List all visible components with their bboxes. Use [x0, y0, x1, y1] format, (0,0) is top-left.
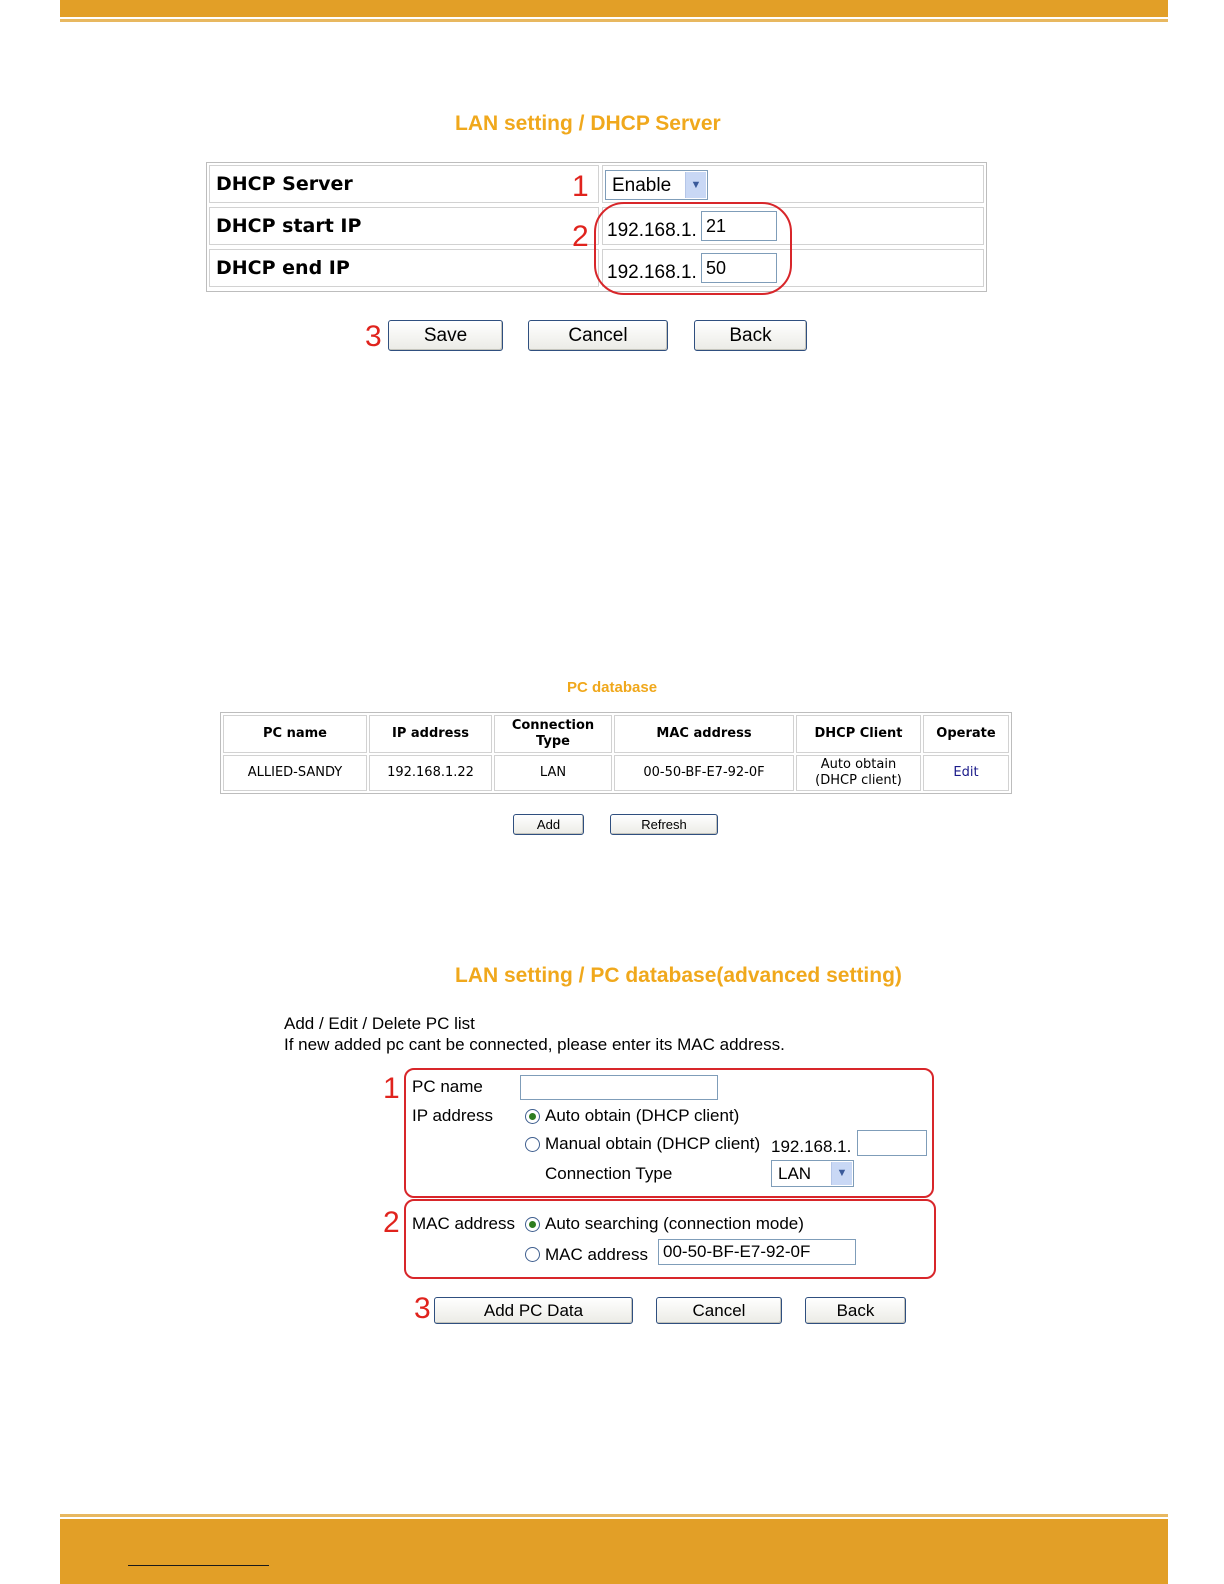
cell-operate	[923, 755, 1009, 791]
save-button[interactable]: Save	[388, 320, 503, 351]
intro-line-1: Add / Edit / Delete PC list	[284, 1014, 475, 1033]
intro-line-2: If new added pc cant be connected, please enter its MAC address.	[284, 1035, 785, 1054]
refresh-button[interactable]: Refresh	[610, 814, 718, 835]
chevron-down-icon[interactable]: ▼	[685, 172, 706, 198]
connection-type-select[interactable]	[771, 1160, 854, 1187]
chevron-down-icon[interactable]: ▼	[831, 1162, 852, 1185]
mac-address-radio[interactable]	[525, 1247, 540, 1262]
pc-database-title: PC database	[567, 679, 658, 696]
footer-band	[60, 1519, 1168, 1584]
auto-obtain-label: Auto obtain (DHCP client)	[545, 1106, 740, 1125]
auto-searching-label: Auto searching (connection mode)	[545, 1214, 804, 1233]
auto-obtain-radio[interactable]	[525, 1109, 540, 1124]
dhcp-client-line-2: (DHCP client)	[815, 773, 902, 788]
add-pc-data-button[interactable]: Add PC Data	[434, 1297, 633, 1324]
connection-type-value: LAN	[778, 1164, 812, 1183]
dhcp-page-title: LAN setting / DHCP Server	[455, 112, 721, 135]
auto-searching-radio[interactable]	[525, 1217, 540, 1232]
column-header-pc-name: PC name	[223, 715, 367, 753]
cell-dhcp-client	[796, 755, 921, 791]
dhcp-server-value-cell	[602, 165, 984, 203]
annotation-circle	[594, 202, 792, 295]
mac-address-label: MAC address	[412, 1214, 515, 1233]
footer-band-line	[60, 1514, 1168, 1517]
annotation-marker-2: 2	[383, 1206, 400, 1239]
cancel-button[interactable]: Cancel	[528, 320, 668, 351]
manual-obtain-radio[interactable]	[525, 1137, 540, 1152]
end-ip-input[interactable]: 50	[701, 253, 777, 283]
pc-name-input[interactable]	[520, 1075, 718, 1100]
pc-name-label: PC name	[412, 1077, 483, 1096]
dhcp-server-label: DHCP Server	[209, 165, 599, 203]
footer-underline	[128, 1565, 269, 1566]
pc-database-table	[220, 712, 1012, 794]
column-header-connection-type: Connection Type	[494, 715, 612, 753]
annotation-marker-1: 1	[383, 1072, 400, 1105]
add-button[interactable]: Add	[513, 814, 584, 835]
cell-connection-type: LAN	[494, 755, 612, 791]
end-ip-prefix: 192.168.1.	[607, 262, 697, 283]
annotation-marker-1: 1	[572, 170, 589, 203]
connection-type-label: Connection Type	[545, 1164, 673, 1183]
ip-address-label: IP address	[412, 1106, 493, 1125]
dhcp-server-select[interactable]	[605, 170, 708, 200]
column-header-mac-address: MAC address	[614, 715, 794, 753]
annotation-marker-3: 3	[414, 1292, 431, 1325]
column-header-ip-address: IP address	[369, 715, 492, 753]
dhcp-start-ip-label: DHCP start IP	[209, 207, 599, 245]
back-button[interactable]: Back	[694, 320, 807, 351]
annotation-marker-2: 2	[572, 220, 589, 253]
start-ip-prefix: 192.168.1.	[607, 220, 697, 241]
dhcp-client-line-1: Auto obtain	[820, 757, 897, 772]
manual-obtain-label: Manual obtain (DHCP client)	[545, 1134, 761, 1153]
column-header-operate: Operate	[923, 715, 1009, 753]
mac-address-input[interactable]: 00-50-BF-E7-92-0F	[658, 1239, 856, 1265]
manual-ip-input[interactable]	[857, 1130, 927, 1156]
dhcp-end-ip-label: DHCP end IP	[209, 249, 599, 287]
cancel-button[interactable]: Cancel	[656, 1297, 782, 1324]
cell-pc-name: ALLIED-SANDY	[223, 755, 367, 791]
mac-address-option-label: MAC address	[545, 1245, 648, 1264]
header-band-line	[60, 19, 1168, 22]
start-ip-input[interactable]: 21	[701, 211, 777, 241]
edit-link[interactable]: Edit	[953, 765, 979, 780]
cell-mac-address: 00-50-BF-E7-92-0F	[614, 755, 794, 791]
pc-advanced-title: LAN setting / PC database(advanced setting)	[455, 964, 902, 987]
back-button[interactable]: Back	[805, 1297, 906, 1324]
header-band	[60, 0, 1168, 17]
column-header-dhcp-client: DHCP Client	[796, 715, 921, 753]
dhcp-server-row	[209, 165, 984, 203]
manual-ip-prefix: 192.168.1.	[771, 1137, 852, 1156]
dhcp-server-select-value: Enable	[612, 175, 672, 196]
annotation-marker-3: 3	[365, 320, 382, 353]
cell-ip-address: 192.168.1.22	[369, 755, 492, 791]
